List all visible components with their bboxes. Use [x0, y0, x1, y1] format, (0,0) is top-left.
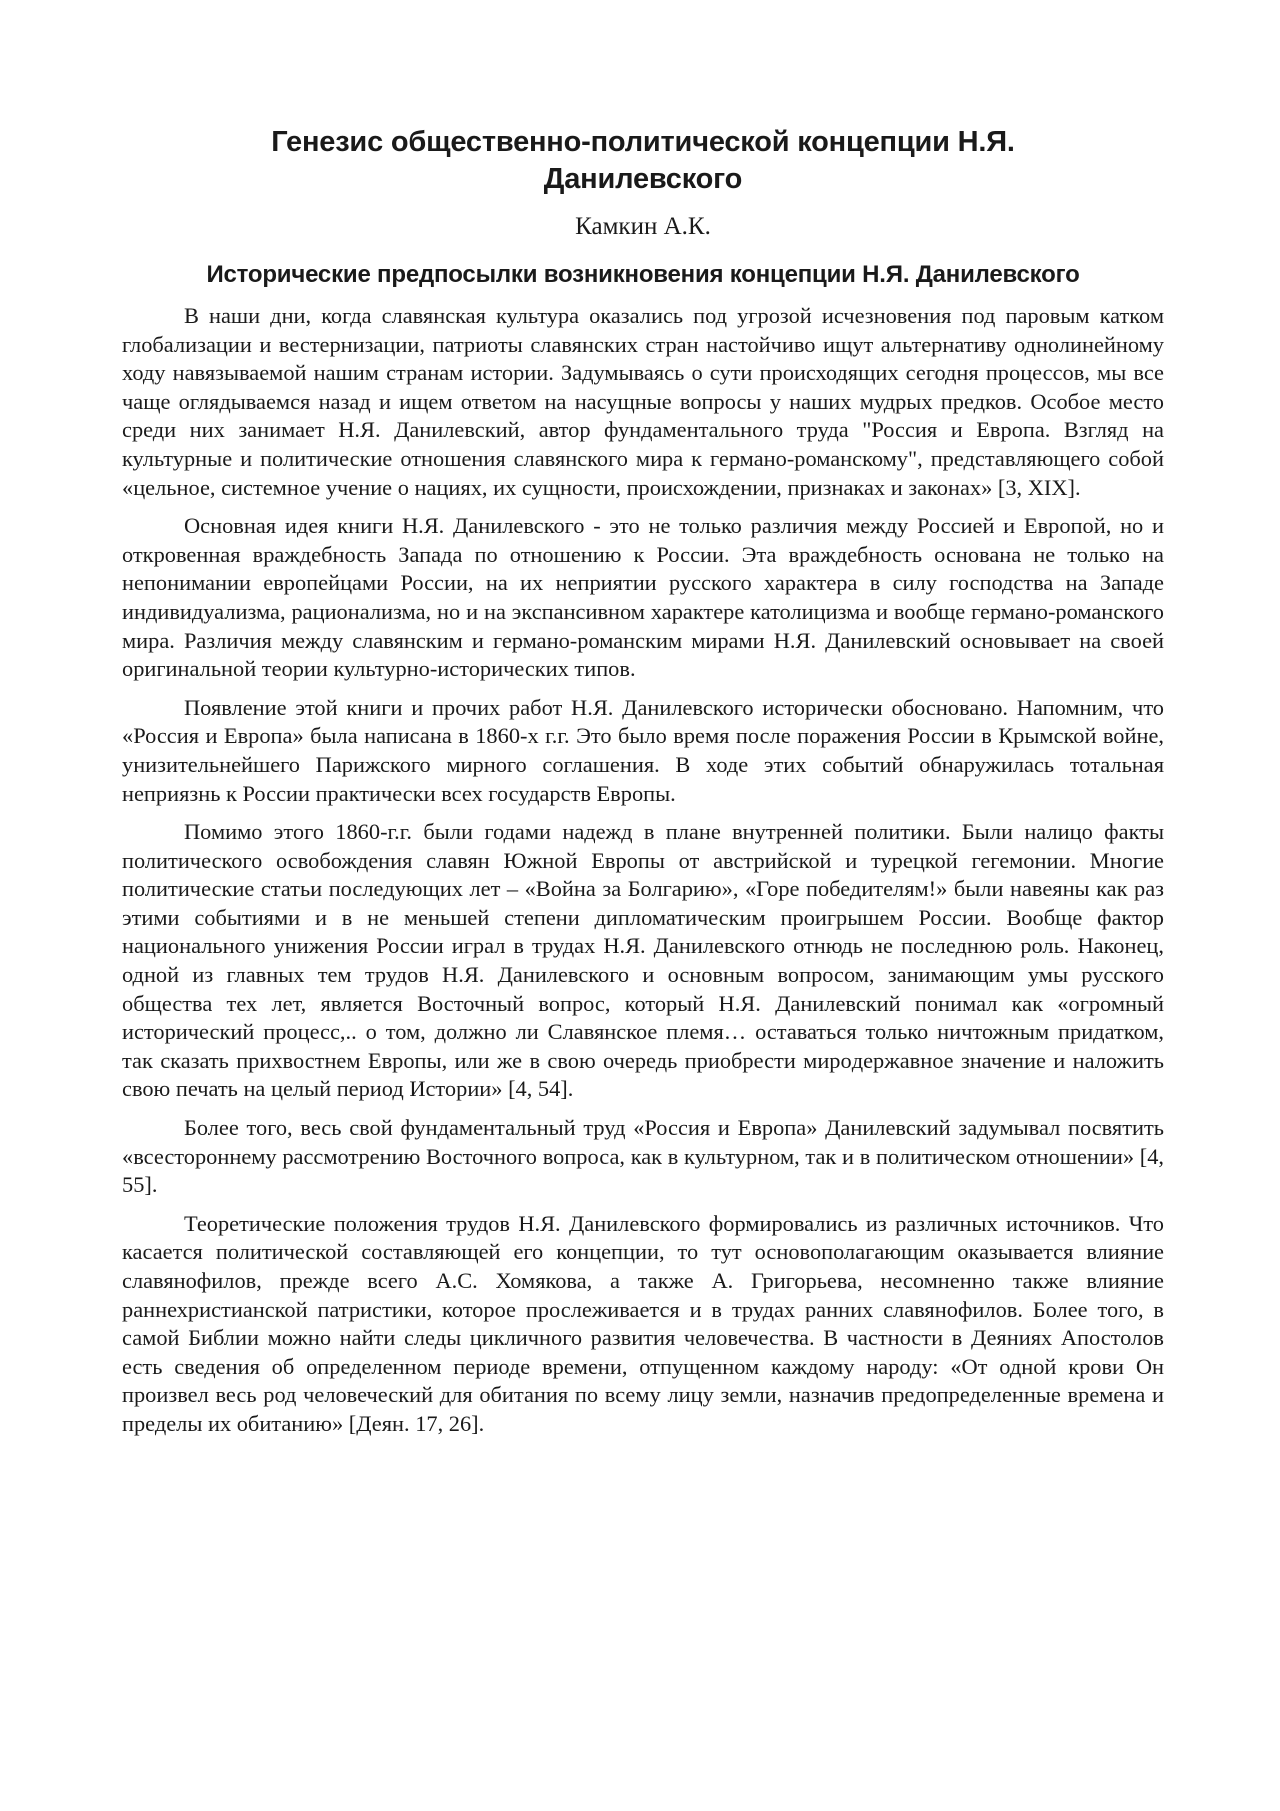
paragraph: Появление этой книги и прочих работ Н.Я. Данилевского исторически обосновано. Напомним, что «Россия и Европа» была написана в 1860-х г.г. Это было время после поражения России в Крымской войне, унизительнейшего Парижского мирного соглашения. В ходе этих событий обнаружилась тотальная неприязнь к России практически всех государств Европы.: [122, 694, 1164, 806]
paragraph: Помимо этого 1860-г.г. были годами надежд в плане внутренней политики. Были налицо факты политического освобождения славян Южной Европы от австрийской и турецкой гегемонии. Многие политические статьи последующих лет – «Война за Болгарию», «Горе победителям!» были навеяны как раз этими событиями и в не меньшей степени дипломатическим проигрышем России. Вообще фактор национального унижения России играл в трудах Н.Я. Данилевского отнюдь не последнюю роль. Наконец, одной из главных тем трудов Н.Я. Данилевского и основным вопросом, занимающим умы русского общества тех лет, является Восточный вопрос, который Н.Я. Данилевский понимал как «огромный исторический процесс,.. о том, должно ли Славянское племя… оставаться только ничтожным придатком, так сказать прихвостнем Европы, или же в свою очередь приобрести мирoдержавное значение и наложить свою печать на целый период Истории» [4, 54].: [122, 819, 1164, 1102]
paragraph: В наши дни, когда славянская культура оказались под угрозой исчезновения под паровым катком глобализации и вестернизации, патриоты славянских стран настойчиво ищут альтернативу однолинейному ходу навязываемой нашим странам истории. Задумываясь о сути происходящих сегодня процессов, мы все чаще оглядываемся назад и ищем ответом на насущные вопросы у наших мудрых предков. Особое место среди них занимает Н.Я. Данилевский, автор фундаментального труда "Россия и Европа. Взгляд на культурные и политические отношения славянского мира к германо-романскому", представляющего собой «цельное, системное учение о нациях, их сущности, происхождении, признаках и законах» [3, XIX].: [122, 303, 1164, 500]
paragraph: Теоретические положения трудов Н.Я. Данилевского формировались из различных источников. Что касается политической составляющей его концепции, то тут основополагающим оказывается влияние славянофилов, прежде всего А.С. Хомякова, а также А. Григорьева, несомненно также влияние раннехристианской патристики, которое прослеживается и в трудах ранних славянофилов. Более того, в самой Библии можно найти следы цикличного развития человечества. В частности в Деяниях Апостолов есть сведения об определенном периоде времени, отпущенном каждому народу: «От одной крови Он произвел весь род человеческий для обитания по всему лицу земли, назначив предопределенные времена и пределы их обитанию» [Деян. 17, 26].: [122, 1210, 1164, 1436]
author-name: Камкин А.К.: [575, 213, 711, 240]
section-heading: Исторические предпосылки возникновения концепции Н.Я. Данилевского: [206, 261, 1080, 288]
document-page: [122, 124, 1164, 1449]
paragraph: Более того, весь свой фундаментальный труд «Россия и Европа» Данилевский задумывал посвятить «всестороннему рассмотрению Восточного вопроса, как в культурном, так и в политическом отношении» [4, 55].: [122, 1115, 1164, 1198]
paragraph: Основная идея книги Н.Я. Данилевского - это не только различия между Россией и Европой, но и откровенная враждебность Запада по отношению к России. Эта враждебность основана не только на непонимании европейцами России, на их неприятии русского характера в силу господства на Западе индивидуализма, рационализма, но и на экспансивном характере католицизма и вообще германо-романского мира. Различия между славянским и германо-романским мирами Н.Я. Данилевский основывает на своей оригинальной теории культурно-исторических типов.: [122, 513, 1164, 682]
document-title: Генезис общественно-политической концепции Н.Я. Данилевского: [271, 126, 1015, 195]
document-body: [122, 302, 1164, 1439]
